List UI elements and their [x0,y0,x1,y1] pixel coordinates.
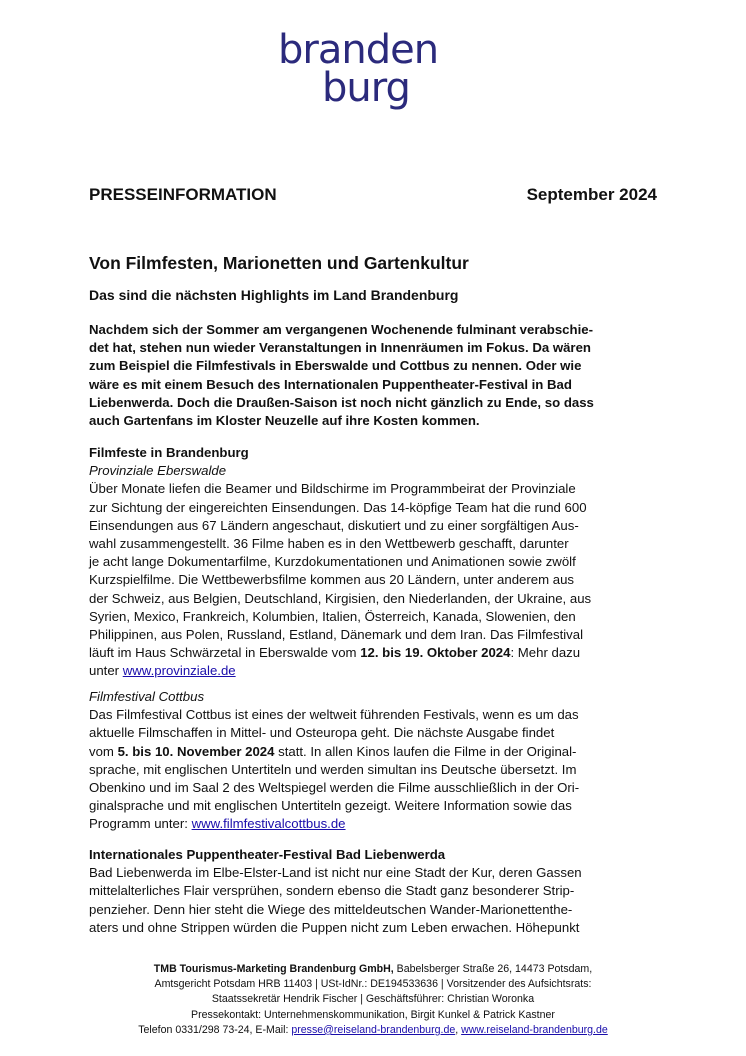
logo-line-2: burg [322,65,410,111]
body-line [89,815,661,833]
footer-website-link[interactable]: www.reiseland-brandenburg.de [461,1023,608,1036]
body-text: läuft im Haus Schwärzetal in Eberswalde vom [89,645,361,661]
section-filmfeste [89,444,661,681]
footer-phone: Telefon 0331/298 73-24, E-Mail: [138,1023,292,1036]
lead-line: Liebenwerda. Doch die Draußen-Saison ist noch nicht gänzlich zu Ende, so dass [89,394,594,410]
body-text: Programm unter: [89,816,192,832]
footer-company: TMB Tourismus-Marketing Brandenburg GmbH, [153,963,394,975]
body-line [89,644,661,662]
brandenburg-logo [278,27,468,116]
lead-line: det hat, stehen nun wieder Veranstaltungen in Innenräumen im Fokus. Da wären [89,340,591,356]
section-cottbus [89,688,661,834]
body-text: vom [89,743,118,759]
footer-line: Pressekontakt: Unternehmenskommunikation, Birgit Kunkel & Patrick Kastner [191,1008,555,1021]
body-line [89,743,661,761]
body-line: penzieher. Denn hier steht die Wiege des mitteldeutschen Wander-Marionettenthe- [89,901,573,917]
footer [60,962,686,1038]
body-line: Kurzspielfilme. Die Wettbewerbsfilme kommen aus 20 Ländern, unter anderem aus [89,572,574,588]
section-puppentheater [89,846,661,937]
provinziale-link[interactable]: www.provinziale.de [122,663,236,679]
footer-separator: , [455,1023,462,1036]
date-highlight: 5. bis 10. November 2024 [117,743,275,759]
body-line: Bad Liebenwerda im Elbe-Elster-Land ist nicht nur eine Stadt der Kur, deren Gassen [89,865,582,881]
body-line: mittelalterliches Flair versprühen, sondern ebenso die Stadt ganz besonderer Strip- [89,883,575,899]
footer-line: Amtsgericht Potsdam HRB 11403 | USt-IdNr.: DE194533636 | Vorsitzender des Aufsichtsrats: [154,978,592,991]
body-text: unter [89,663,123,679]
document-subtitle: Das sind die nächsten Highlights im Land Brandenburg [89,287,459,303]
filmfestival-cottbus-link[interactable]: www.filmfestivalcottbus.de [191,816,346,832]
body-text: statt. In allen Kinos laufen die Filme in der Original- [274,743,577,759]
body-line: Philippinen, aus Polen, Russland, Estland, Dänemark und dem Iran. Das Filmfestival [89,627,584,643]
lead-line: wäre es mit einem Besuch des Internationalen Puppentheater-Festival in Bad [89,376,572,392]
body-line: Über Monate liefen die Beamer und Bildschirme im Programmbeirat der Provinziale [89,481,576,497]
footer-email-link[interactable]: presse@reiseland-brandenburg.de [291,1023,456,1036]
body-line: aktuelle Filmschaffen in Mittel- und Osteuropa geht. Die nächste Ausgabe findet [89,725,555,741]
body-line: wahl zusammengestellt. 36 Filme haben es in den Wettbewerb geschafft, darunter [89,536,569,552]
press-label: PRESSEINFORMATION [89,185,277,204]
logo-line-1: branden [278,27,439,73]
footer-line [60,962,686,977]
lead-line: Nachdem sich der Sommer am vergangenen Wochenende fulminant verabschie- [89,322,593,337]
section-title: Filmfeste in Brandenburg [89,445,249,460]
body-line: sprache, mit englischen Untertiteln und werden simultan ins Deutsche übersetzt. Im [89,761,577,777]
body-line: je acht lange Dokumentarfilme, Kurzdokumentationen und Animationen sowie zwölf [89,554,576,570]
section-subtitle: Provinziale Eberswalde [89,463,227,479]
section-title: Internationales Puppentheater-Festival Bad Liebenwerda [89,847,446,862]
lead-paragraph [89,321,661,430]
press-date: September 2024 [526,185,657,204]
footer-address: Babelsberger Straße 26, 14473 Potsdam, [393,963,593,975]
body-line: aters und ohne Strippen würden die Puppen nicht zum Leben erwachen. Höhepunkt [89,919,580,935]
body-line [89,662,661,680]
body-line: ginalsprache und mit englischen Untertiteln gezeigt. Weitere Information sowie das [89,798,572,814]
lead-line: auch Gartenfans im Kloster Neuzelle auf ihre Kosten kommen. [89,413,480,429]
date-highlight: 12. bis 19. Oktober 2024 [360,645,511,661]
body-text: : Mehr dazu [510,645,581,661]
body-line: Syrien, Mexico, Frankreich, Kolumbien, Italien, Österreich, Kanada, Slowenien, den [89,608,576,624]
body-line: Einsendungen aus 67 Ländern angeschaut, diskutiert und zu einer sorgfältigen Aus- [89,517,579,533]
body-line: der Schweiz, aus Belgien, Deutschland, Kirgisien, den Niederlanden, der Ukraine, aus [89,590,592,606]
footer-line [60,1023,686,1038]
body-line: zur Sichtung der eingereichten Einsendungen. Das 14-köpfige Team hat die rund 600 [89,499,587,515]
footer-line: Staatssekretär Hendrik Fischer | Geschäftsführer: Christian Woronka [211,993,535,1006]
document-title: Von Filmfesten, Marionetten und Gartenkultur [89,253,469,273]
body-line: Obenkino und im Saal 2 des Weltspiegel werden die Filme ausschließlich in der Ori- [89,780,580,796]
lead-line: zum Beispiel die Filmfestivals in Eberswalde und Cottbus zu nennen. Oder wie [89,358,582,374]
section-subtitle: Filmfestival Cottbus [89,689,205,704]
press-header [89,185,657,205]
body-line: Das Filmfestival Cottbus ist eines der weltweit führenden Festivals, wenn es um das [89,707,579,723]
